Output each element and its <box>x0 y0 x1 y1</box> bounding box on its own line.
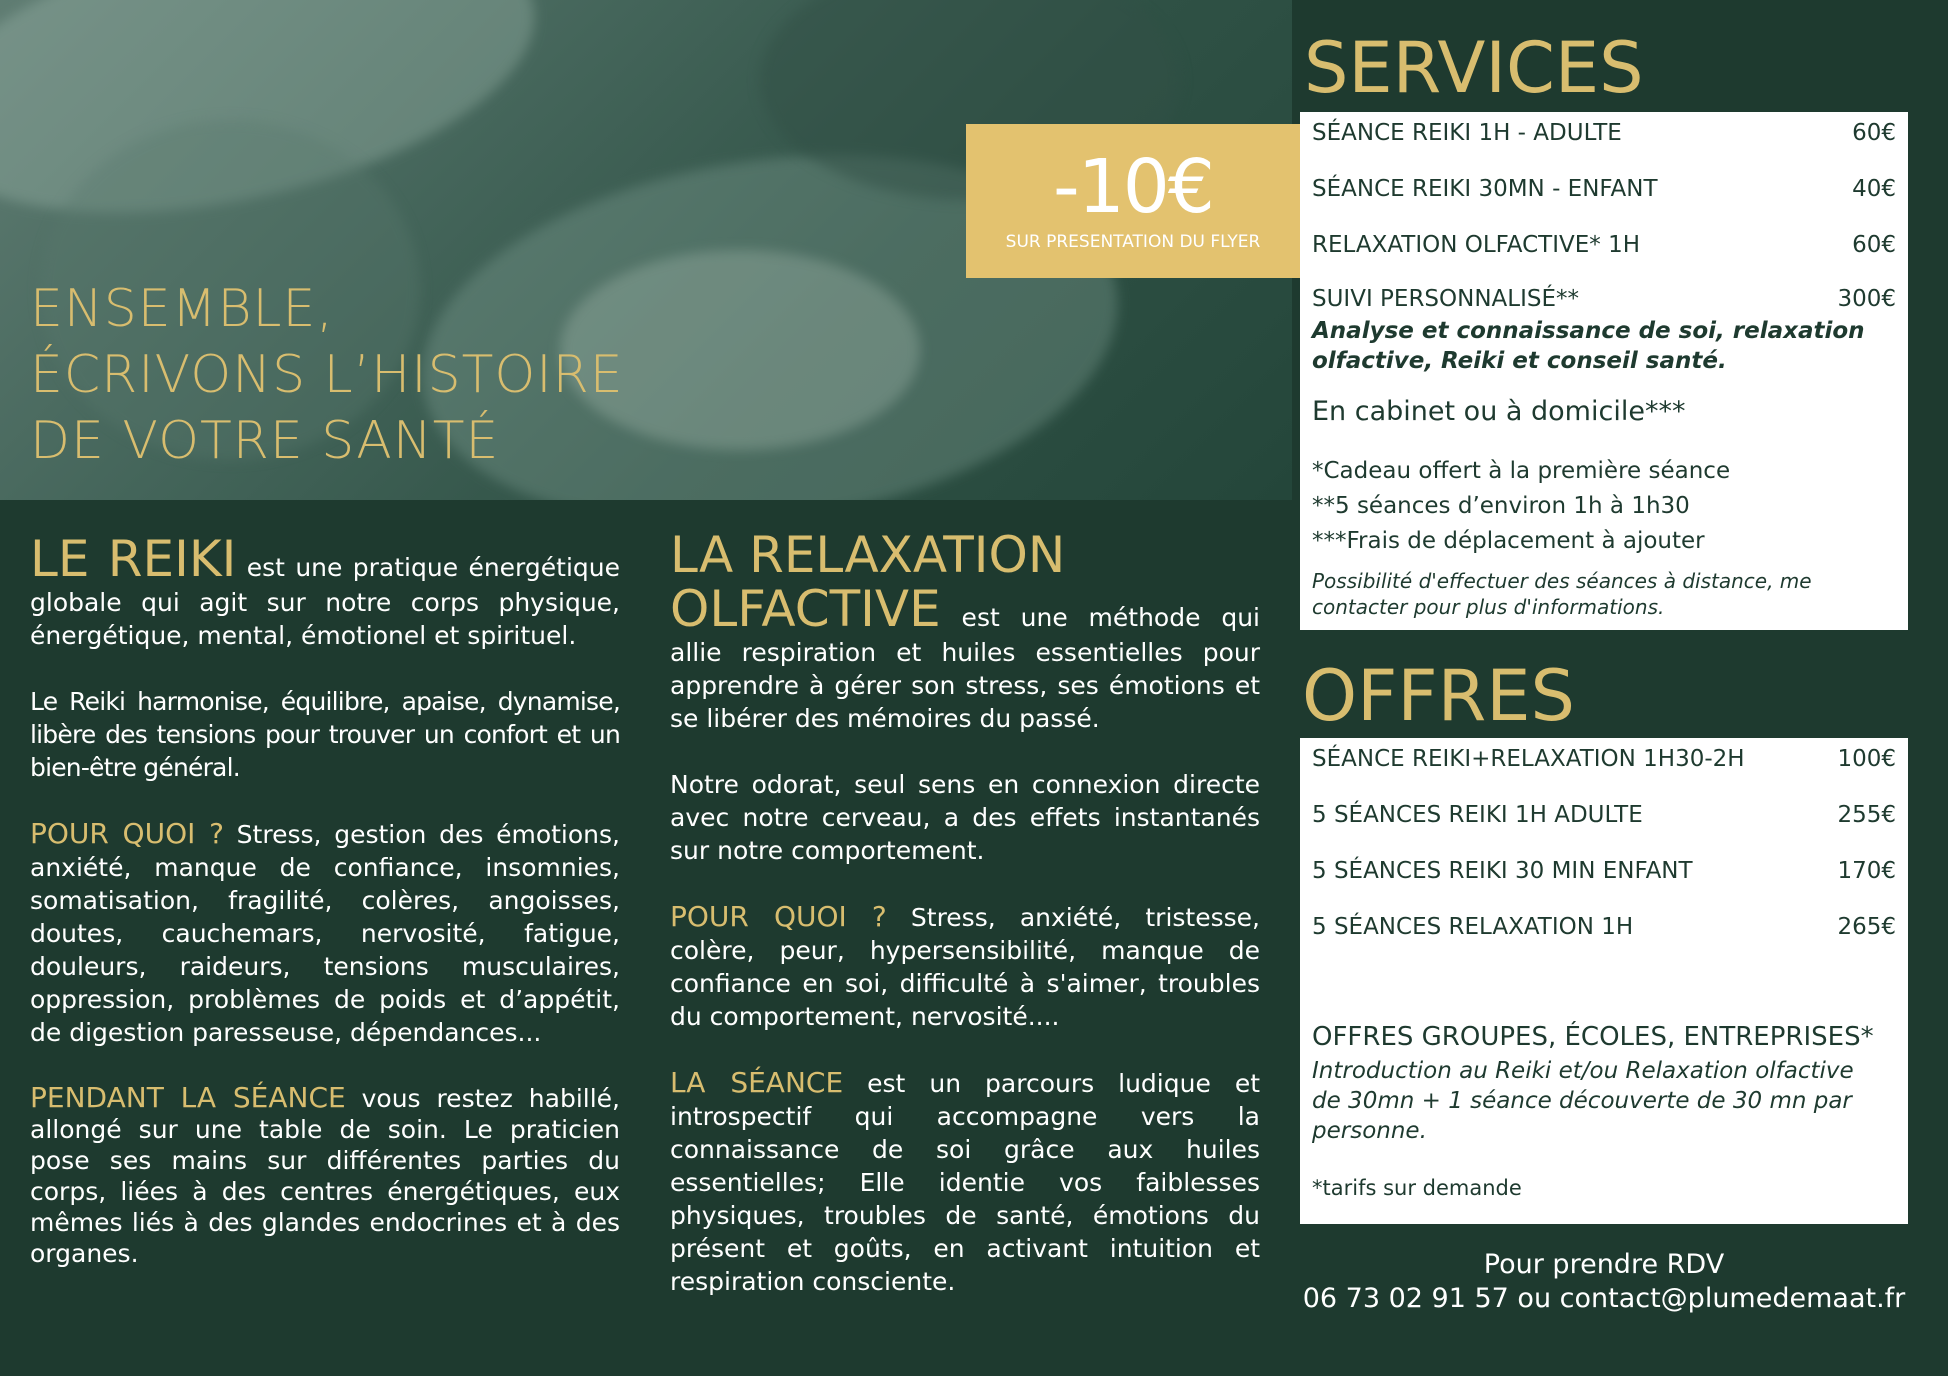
offer-label: 5 SÉANCES RELAXATION 1H <box>1312 914 1634 940</box>
service-price: 40€ <box>1852 176 1896 202</box>
reiki-session <box>30 1082 620 1269</box>
footnote: *Cadeau offert à la première séance <box>1312 458 1731 484</box>
offer-price: 255€ <box>1837 802 1896 828</box>
service-item <box>1312 176 1896 202</box>
service-label: SÉANCE REIKI 30MN - ENFANT <box>1312 176 1658 202</box>
offer-item <box>1312 802 1896 828</box>
groups-description: Introduction au Reiki et/ou Relaxation olfactive de 30mn + 1 séance découverte de 30 mn par personne. <box>1312 1058 1854 1144</box>
relax-intro <box>670 582 1260 735</box>
reiki-intro-text: est une pratique énergétique globale qui agit sur notre corps physique, énergétique, mental, émotionel et spirituel. <box>30 553 620 650</box>
groups-note: *tarifs sur demande <box>1312 1176 1522 1200</box>
offers-card <box>1300 738 1908 1224</box>
reiki-why-text: Stress, gestion des émotions, anxiété, manque de confiance, insomnies, somatisation, fragilité, colères, angoisses, doutes, cauchemars, nervosité, fatigue, douleurs, raideurs, tensions musculaires, oppression, problèmes de poids et d’appétit, de digestion paresseuse, dépendances... <box>30 820 620 1047</box>
relax-session-label: LA SÉANCE <box>670 1066 844 1099</box>
relax-intro-text: est une méthode qui allie respiration et huiles essentielles pour apprendre à gérer son stress, ses émotions et se libérer des mémoires du passé. <box>670 603 1260 733</box>
service-price: 60€ <box>1852 120 1896 146</box>
reiki-why <box>30 817 620 1049</box>
promo-amount: -10€ <box>1053 144 1213 230</box>
services-card <box>1300 112 1908 630</box>
contact-block <box>1300 1248 1908 1316</box>
offer-label: SÉANCE REIKI+RELAXATION 1H30-2H <box>1312 746 1745 772</box>
service-item <box>1312 232 1896 258</box>
footnote: **5 séances d’environ 1h à 1h30 <box>1312 493 1690 519</box>
relax-heading-line2: OLFACTIVE <box>670 580 941 638</box>
distance-note: Possibilité d'effectuer des séances à distance, me contacter pour plus d'informations. <box>1312 569 1812 619</box>
reiki-heading: LE REIKI <box>30 530 237 588</box>
relax-session-text: est un parcours ludique et introspectif qui accompagne vers la connaissance de soi grâce aux huiles essentielles; Elle identie vos faiblesses physiques, troubles de santé, émotions du présent et goûts, en activant intuition et respiration consciente. <box>670 1069 1260 1296</box>
offer-item <box>1312 914 1896 940</box>
contact-label: Pour prendre RDV <box>1483 1249 1725 1280</box>
offer-price: 265€ <box>1837 914 1896 940</box>
service-label: RELAXATION OLFACTIVE* 1H <box>1312 232 1641 258</box>
groups-title: OFFRES GROUPES, ÉCOLES, ENTREPRISES* <box>1312 1022 1874 1052</box>
relax-session <box>670 1066 1260 1298</box>
contact-details[interactable]: 06 73 02 91 57 ou contact@plumedemaat.fr <box>1302 1283 1906 1314</box>
relax-column <box>670 528 1260 1298</box>
relax-why-label: POUR QUOI ? <box>670 900 887 933</box>
reiki-why-label: POUR QUOI ? <box>30 817 224 850</box>
hero-title: ENSEMBLE, ÉCRIVONS L’HISTOIRE DE VOTRE SANTÉ <box>30 279 624 471</box>
relax-paragraph: Notre odorat, seul sens en connexion directe avec notre cerveau, a des effets instantanés sur notre comportement. <box>670 770 1260 865</box>
services-title: SERVICES <box>1304 27 1644 109</box>
offer-label: 5 SÉANCES REIKI 1H ADULTE <box>1312 802 1643 828</box>
service-price: 60€ <box>1852 232 1896 258</box>
promo-note: SUR PRESENTATION DU FLYER <box>1005 232 1261 252</box>
location-note: En cabinet ou à domicile*** <box>1312 396 1686 427</box>
promo-badge <box>966 124 1300 278</box>
reiki-paragraph: Le Reiki harmonise, équilibre, apaise, dynamise, libère des tensions pour trouver un confort et un bien-être général. <box>30 687 620 782</box>
service-label: SÉANCE REIKI 1H - ADULTE <box>1312 120 1622 146</box>
service-item <box>1312 286 1896 312</box>
suivi-description: Analyse et connaissance de soi, relaxation olfactive, Reiki et conseil santé. <box>1312 318 1865 374</box>
service-item <box>1312 120 1896 146</box>
offer-label: 5 SÉANCES REIKI 30 MIN ENFANT <box>1312 858 1693 884</box>
relax-heading-line1: LA RELAXATION <box>670 526 1066 584</box>
relax-why-text: Stress, anxiété, tristesse, colère, peur, hypersensibilité, manque de confiance en soi, difficulté à s'aimer, troubles du comportement, nervosité.... <box>670 903 1260 1031</box>
reiki-session-text: vous restez habillé, allongé sur une table de soin. Le praticien pose ses mains sur différentes parties du corps, liées à des centres énergétiques, eux mêmes liés à des glandes endocrines et à des organes. <box>30 1084 620 1268</box>
footnotes <box>1312 454 1730 559</box>
reiki-intro <box>30 532 620 652</box>
reiki-session-label: PENDANT LA SÉANCE <box>30 1081 346 1114</box>
service-price: 300€ <box>1837 286 1896 312</box>
footnote: ***Frais de déplacement à ajouter <box>1312 528 1705 554</box>
offer-item <box>1312 746 1896 772</box>
offers-title: OFFRES <box>1302 655 1575 737</box>
offer-price: 100€ <box>1837 746 1896 772</box>
offer-price: 170€ <box>1837 858 1896 884</box>
service-label: SUIVI PERSONNALISÉ** <box>1312 286 1580 312</box>
reiki-column <box>30 532 620 1269</box>
relax-why <box>670 900 1260 1033</box>
offer-item <box>1312 858 1896 884</box>
